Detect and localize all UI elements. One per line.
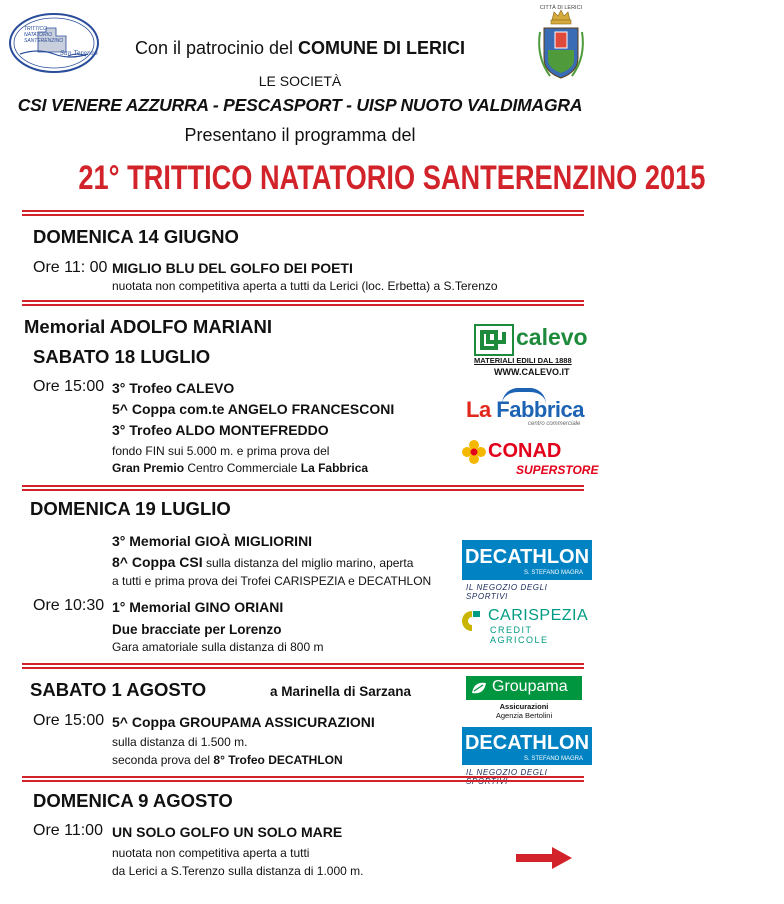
conad-sub: SUPERSTORE — [516, 463, 599, 477]
carispezia-name: CARISPEZIA — [488, 607, 589, 624]
decathlon-place: S. STEFANO MAGRA — [524, 756, 584, 762]
conad-logo — [462, 436, 599, 478]
event-description: nuotata non competitiva aperta a tutti — [112, 846, 310, 860]
club-logo-signature: San Terenzo — [60, 50, 98, 57]
decathlon-name: DECATHLON — [464, 546, 590, 568]
event-title-text: 21° TRITTICO NATATORIO SANTERENZINO 2015 — [78, 159, 706, 197]
section-date: SABATO 1 AGOSTO — [30, 679, 207, 700]
calevo-name: calevo — [516, 324, 588, 350]
presenting-line: Presentano il programma del — [184, 125, 416, 145]
patronage-line — [0, 38, 600, 59]
club-logo-line: NATATORIO — [24, 32, 52, 38]
grand-prix-sponsor-name: La Fabbrica — [300, 461, 369, 475]
next-page-arrow-icon — [514, 845, 574, 871]
event-description: da Lerici a S.Terenzo sulla distanza di 1.000 m. — [112, 864, 364, 878]
event-name: 1° Memorial GINO ORIANI — [112, 599, 284, 615]
calevo-logo — [472, 322, 587, 378]
club-logo-line: SANTERENZINO — [24, 38, 64, 44]
event-title — [0, 158, 706, 198]
event-description — [112, 461, 368, 475]
memorial-title: Memorial ADOLFO MARIANI — [24, 316, 273, 337]
event-name: MIGLIO BLU DEL GOLFO DEI POETI — [112, 260, 353, 276]
section-time: Ore 15:00 — [33, 712, 105, 729]
fabbrica-tagline: centro commerciale — [528, 421, 581, 427]
event-subtitle: Due bracciate per Lorenzo — [112, 622, 282, 637]
section-time: Ore 10:30 — [33, 597, 105, 614]
conad-name: CONAD — [488, 440, 562, 462]
grand-prix-label: Gran Premio — [112, 461, 188, 475]
decathlon-name: DECATHLON — [464, 732, 590, 754]
fabbrica-name-b: Fabbrica — [496, 397, 584, 422]
event-description: a tutti e prima prova dei Trofei CARISPEZIA e DECATHLON — [112, 574, 432, 588]
decathlon-tagline: IL NEGOZIO DEGLI SPORTIVI — [466, 768, 548, 786]
second-round-label: seconda prova del — [112, 753, 214, 767]
calevo-icon — [474, 324, 514, 356]
decathlon-tagline: IL NEGOZIO DEGLI SPORTIVI — [466, 583, 548, 601]
event-name: 5^ Coppa GROUPAMA ASSICURAZIONI — [112, 714, 375, 730]
section-date: DOMENICA 9 AGOSTO — [33, 790, 233, 811]
patronage-prefix: Con il patrocinio del — [134, 38, 299, 58]
event-description: Gara amatoriale sulla distanza di 800 m — [112, 640, 324, 654]
section-time: Ore 15:00 — [33, 378, 105, 395]
calevo-url: WWW.CALEVO.IT — [494, 367, 570, 377]
event-description: fondo FIN sui 5.000 m. e prima prova del — [112, 444, 330, 458]
groupama-name: Groupama — [492, 678, 568, 695]
event-name: 3° Trofeo ALDO MONTEFREDDO — [112, 422, 329, 438]
separator — [22, 485, 584, 491]
flower-icon — [462, 440, 486, 464]
event-name: UN SOLO GOLFO UN SOLO MARE — [112, 824, 343, 840]
section-date: DOMENICA 14 GIUGNO — [33, 226, 239, 247]
groupama-sub2: Agenzia Bertolini — [495, 711, 553, 720]
event-description: nuotata non competitiva aperta a tutti da Lerici (loc. Erbetta) a S.Terenzo — [112, 279, 498, 293]
calevo-tagline: MATERIALI EDILI DAL 1888 — [474, 356, 572, 365]
coppa-csi: 8^ Coppa CSI — [112, 554, 203, 570]
decathlon-logo — [462, 727, 592, 786]
club-logo-line: TRITTICO — [24, 26, 48, 32]
separator — [22, 210, 584, 216]
coppa-csi-desc: sulla distanza del miglio marino, aperta — [202, 556, 414, 570]
groupama-logo — [466, 676, 582, 722]
la-fabbrica-logo — [466, 388, 588, 428]
carispezia-icon — [460, 609, 482, 633]
section-time: Ore 11:00 — [33, 822, 103, 839]
patronage-municipality: COMUNE DI LERICI — [298, 38, 466, 58]
event-location: a Marinella di Sarzana — [270, 684, 412, 699]
event-description: sulla distanza di 1.500 m. — [112, 735, 248, 749]
grand-prix-sponsor-prefix: Centro Commerciale — [187, 461, 301, 475]
event-name: 3° Memorial GIOÀ MIGLIORINI — [112, 533, 313, 549]
separator — [22, 776, 584, 782]
section-date: SABATO 18 LUGLIO — [33, 346, 211, 367]
decathlon-logo — [462, 540, 592, 601]
event-description — [112, 554, 413, 570]
section-date: DOMENICA 19 LUGLIO — [30, 498, 231, 519]
trophy-decathlon: 8° Trofeo DECATHLON — [213, 753, 343, 767]
section-time: Ore 11: 00 — [33, 259, 108, 276]
fabbrica-name-a: La — [466, 397, 497, 422]
separator — [22, 300, 584, 306]
decathlon-place: S. STEFANO MAGRA — [524, 570, 584, 576]
carispezia-logo — [460, 606, 589, 645]
societies-list: CSI VENERE AZZURRA - PESCASPORT - UISP NUOTO VALDIMAGRA — [17, 95, 583, 115]
groupama-sub1: Assicurazioni — [499, 702, 549, 711]
event-name: 3° Trofeo CALEVO — [112, 380, 235, 396]
event-name: 5^ Coppa com.te ANGELO FRANCESCONI — [112, 401, 395, 417]
societies-label: LE SOCIETÀ — [258, 73, 342, 89]
groupama-leaf-icon — [470, 679, 488, 697]
fabbrica-name — [466, 397, 584, 423]
carispezia-sub: CREDIT AGRICOLE — [490, 625, 549, 645]
separator — [22, 663, 584, 669]
coat-of-arms-caption: CITTÀ DI LERICI — [539, 5, 583, 11]
event-description — [112, 753, 343, 767]
